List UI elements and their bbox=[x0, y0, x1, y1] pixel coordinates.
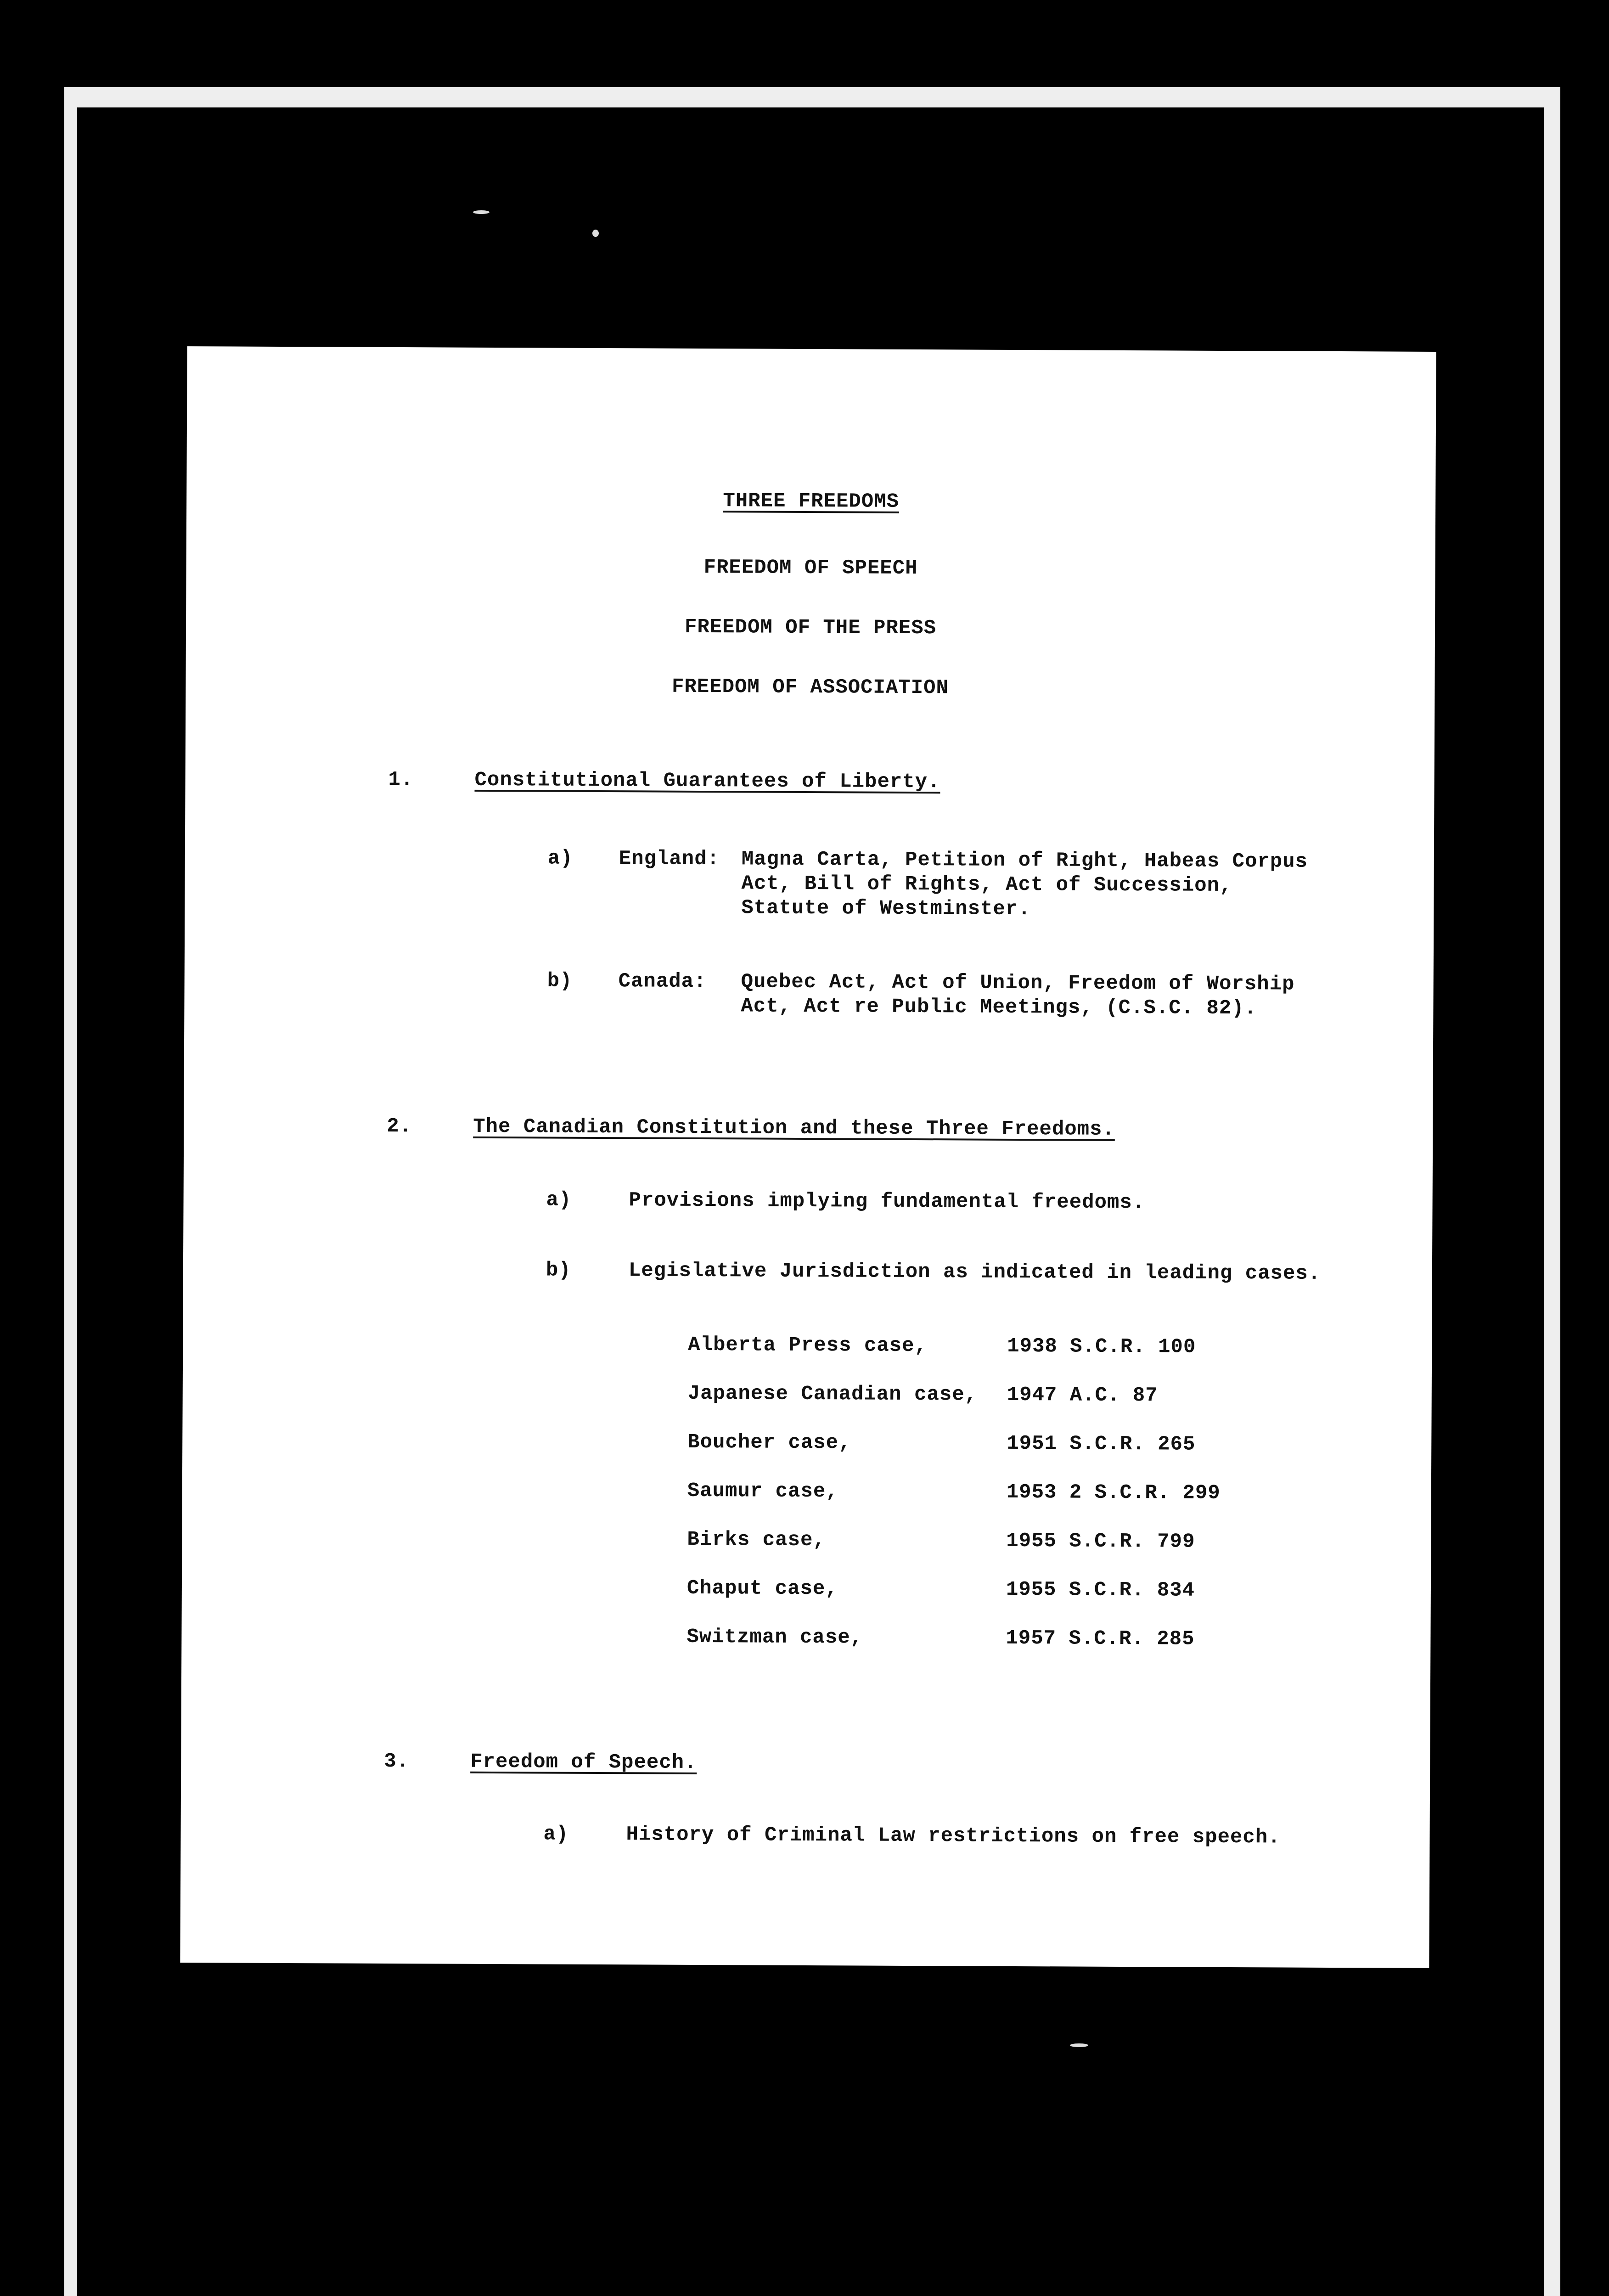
document-title: THREE FREEDOMS bbox=[723, 490, 900, 513]
case-citation: 1953 2 S.C.R. 299 bbox=[1006, 1480, 1221, 1505]
case-citation: 1955 S.C.R. 834 bbox=[1006, 1578, 1195, 1602]
section-heading: Freedom of Speech. bbox=[470, 1750, 697, 1774]
case-citation: 1955 S.C.R. 799 bbox=[1006, 1529, 1195, 1553]
case-name: Birks case, bbox=[687, 1528, 826, 1552]
item-letter: a) bbox=[543, 1823, 569, 1846]
item-text: Provisions implying fundamental freedoms. bbox=[629, 1189, 1145, 1215]
item-line: Act, Bill of Rights, Act of Succession, bbox=[741, 872, 1232, 898]
item-letter: a) bbox=[547, 847, 573, 870]
film-frame-right bbox=[1544, 87, 1560, 2296]
item-letter: b) bbox=[547, 969, 573, 993]
film-frame-top bbox=[64, 87, 1557, 107]
case-citation: 1951 S.C.R. 265 bbox=[1007, 1432, 1196, 1456]
section-heading: Constitutional Guarantees of Liberty. bbox=[474, 768, 940, 794]
case-name: Boucher case, bbox=[687, 1430, 851, 1455]
case-citation: 1947 A.C. 87 bbox=[1007, 1383, 1158, 1407]
film-frame-left bbox=[64, 87, 77, 2296]
item-line: Statute of Westminster. bbox=[741, 896, 1031, 921]
film-speck bbox=[473, 210, 489, 214]
case-citation: 1938 S.C.R. 100 bbox=[1007, 1334, 1196, 1359]
film-speck bbox=[1070, 2043, 1088, 2047]
case-name: Saumur case, bbox=[687, 1479, 838, 1503]
case-name: Alberta Press case, bbox=[688, 1333, 928, 1358]
document-page bbox=[180, 346, 1436, 1968]
subtitle-speech: FREEDOM OF SPEECH bbox=[703, 556, 918, 580]
item-label: Canada: bbox=[618, 970, 707, 994]
item-letter: a) bbox=[546, 1188, 572, 1212]
case-name: Chaput case, bbox=[686, 1576, 838, 1601]
section-number: 2. bbox=[387, 1114, 412, 1138]
subtitle-press: FREEDOM OF THE PRESS bbox=[684, 615, 937, 640]
item-line: Quebec Act, Act of Union, Freedom of Worship bbox=[741, 970, 1295, 996]
case-name: Switzman case, bbox=[686, 1625, 863, 1649]
subtitle-association: FREEDOM OF ASSOCIATION bbox=[671, 675, 949, 700]
item-letter: b) bbox=[546, 1259, 571, 1282]
film-speck bbox=[592, 230, 599, 237]
item-line: Act, Act re Public Meetings, (C.S.C. 82). bbox=[741, 995, 1257, 1020]
item-text: History of Criminal Law restrictions on free speech. bbox=[626, 1823, 1281, 1849]
case-name: Japanese Canadian case, bbox=[687, 1382, 978, 1407]
section-heading: The Canadian Constitution and these Three Freedoms. bbox=[473, 1115, 1115, 1141]
item-text: Legislative Jurisdiction as indicated in leading cases. bbox=[628, 1259, 1321, 1285]
item-line: Magna Carta, Petition of Right, Habeas Corpus bbox=[741, 848, 1308, 873]
section-number: 1. bbox=[388, 768, 414, 792]
section-number: 3. bbox=[384, 1750, 410, 1773]
case-citation: 1957 S.C.R. 285 bbox=[1006, 1626, 1195, 1651]
item-label: England: bbox=[619, 847, 720, 871]
